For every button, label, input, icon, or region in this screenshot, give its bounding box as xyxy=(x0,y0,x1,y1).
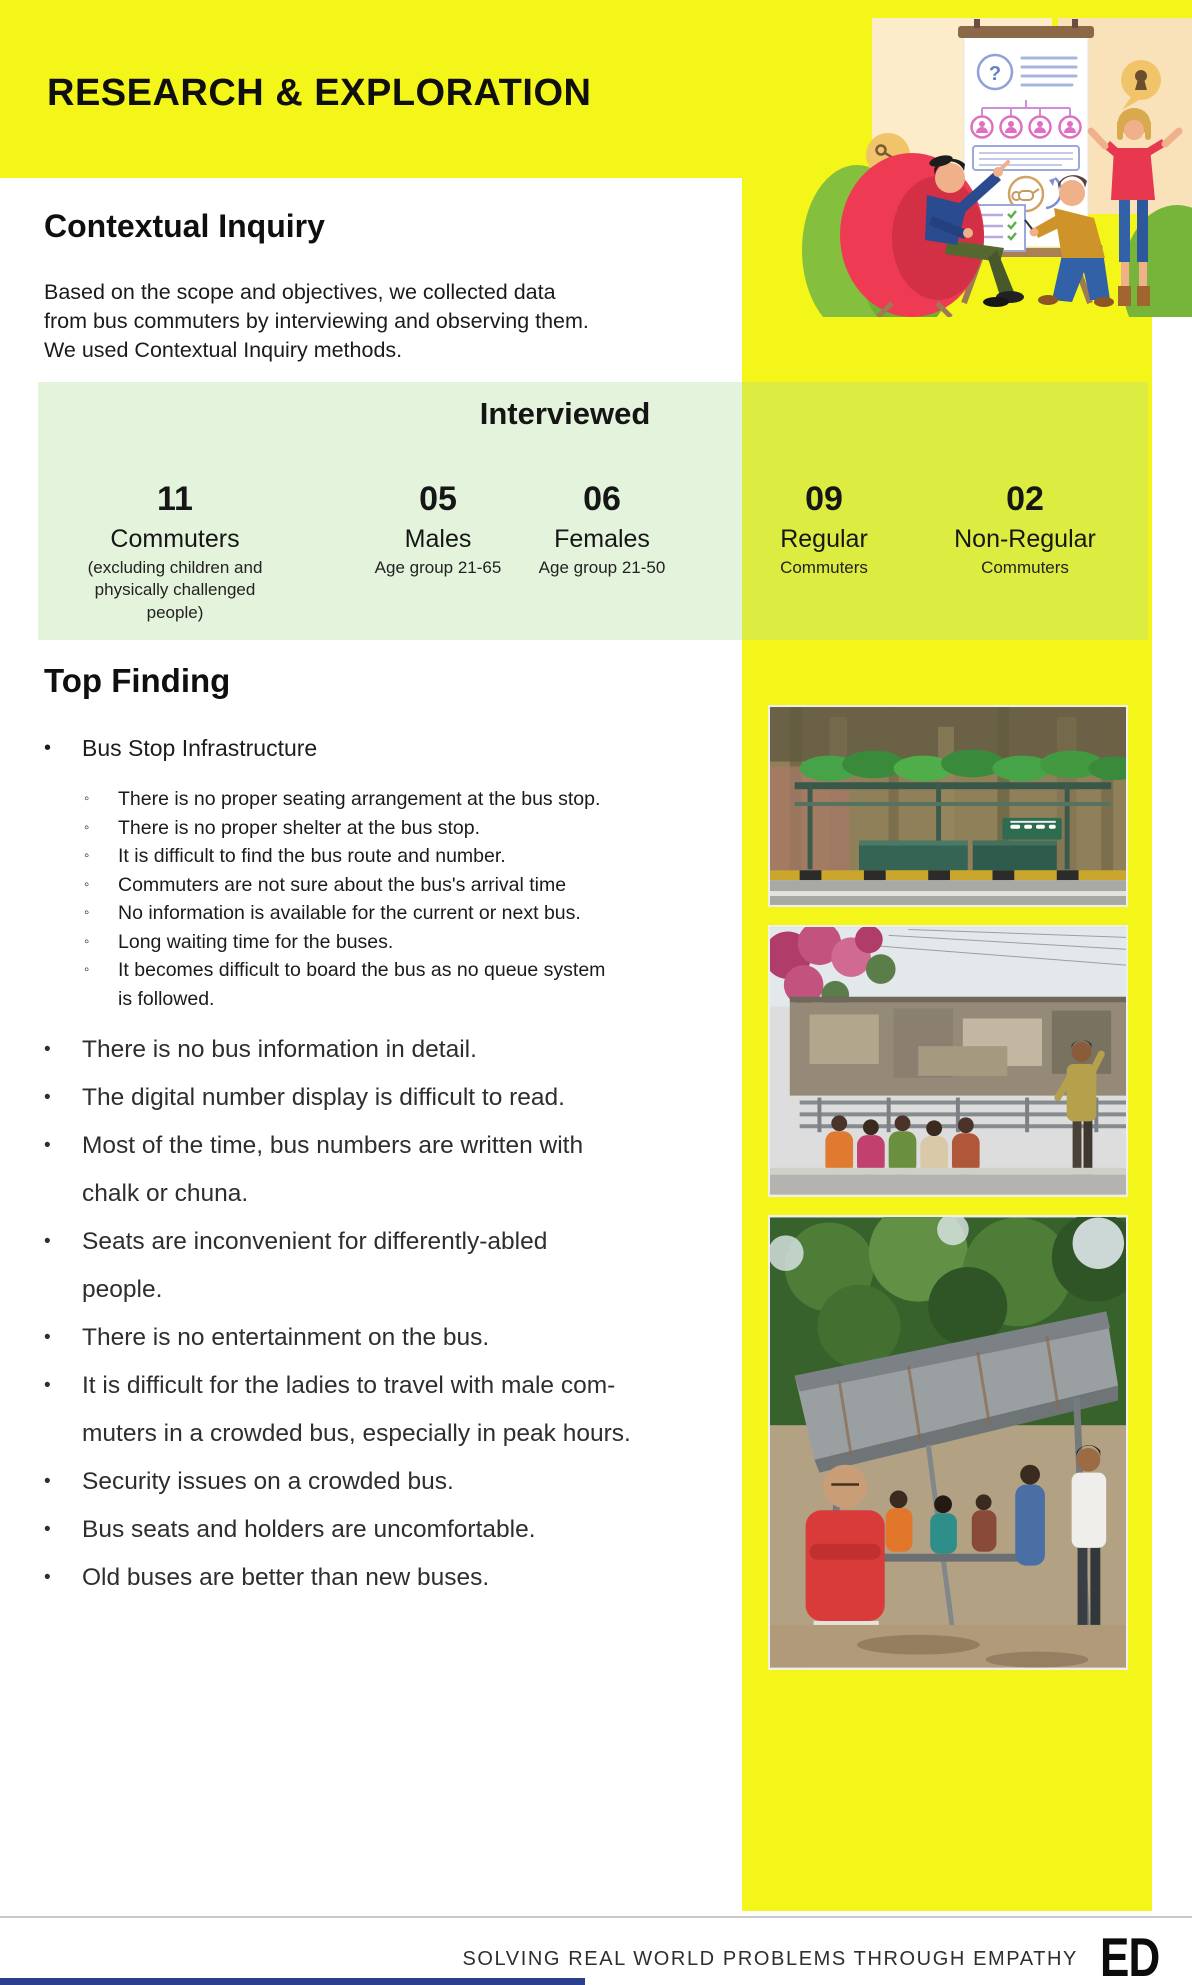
stat-label: Commuters xyxy=(110,524,240,553)
stat-column xyxy=(719,482,929,579)
bullet-marker: • xyxy=(44,1519,51,1540)
bullet-line: Bus seats and holders are uncomfortable. xyxy=(82,1516,536,1543)
bullet-text xyxy=(82,1122,583,1218)
stat-column xyxy=(497,482,707,579)
bullet-item xyxy=(44,1506,684,1554)
interviewed-box xyxy=(38,382,1148,640)
intro-paragraph: Based on the scope and objectives, we collected data from bus commuters by interviewing and observing them. We used Contextual Inquiry methods. xyxy=(44,280,589,362)
stat-sublabel: Commuters xyxy=(780,557,868,577)
bullet-line: muters in a crowded bus, especially in peak hours. xyxy=(82,1420,631,1447)
svg-text:?: ? xyxy=(988,63,1002,85)
bullet-marker: • xyxy=(44,1135,51,1156)
bullet-marker: ◦ xyxy=(84,932,90,950)
bullet-text xyxy=(82,1026,477,1074)
bullet-text xyxy=(82,1506,536,1554)
stat-label: Non-Regular xyxy=(954,524,1096,553)
footer-divider xyxy=(0,1916,1192,1918)
bullet-item xyxy=(84,842,684,871)
bullet-marker: • xyxy=(44,1087,51,1108)
bullet-marker: • xyxy=(44,1231,51,1252)
stat-label: Regular xyxy=(780,524,868,553)
bullet-line: There is no entertainment on the bus. xyxy=(82,1324,490,1351)
bullet-line: Security issues on a crowded bus. xyxy=(82,1468,454,1495)
bullet-item xyxy=(84,814,684,843)
best-sign xyxy=(1002,818,1061,840)
bullet-item xyxy=(44,1554,684,1602)
bullet-marker: • xyxy=(44,1567,51,1588)
bullet-marker: ◦ xyxy=(84,847,90,864)
bullet-label: Bus Stop Infrastructure xyxy=(82,735,318,761)
bullet-line: There is no proper seating arrangement at the bus stop. xyxy=(118,788,601,810)
bullet-marker: ◦ xyxy=(84,790,90,807)
bullet-line: It is difficult to find the bus route and number. xyxy=(118,845,506,867)
sub-bullet-list xyxy=(84,785,684,1013)
team-research-illustration-svg xyxy=(742,0,1192,317)
bullet-text xyxy=(82,1362,631,1458)
stat-sublabel: Age group 21-65 xyxy=(374,557,502,577)
stat-value: 09 xyxy=(805,480,843,518)
bullet-line: No information is available for the current or next bus. xyxy=(118,902,581,924)
bullet-line: Old buses are better than new buses. xyxy=(82,1564,490,1591)
bullet-line: There is no proper shelter at the bus stop. xyxy=(118,816,481,839)
bullet-marker: ◦ xyxy=(84,904,90,921)
bullet-item xyxy=(84,871,684,900)
bullet-item xyxy=(44,1362,684,1458)
photo-commuters-waiting xyxy=(768,925,1128,1197)
bullet-item xyxy=(84,785,684,814)
findings-list xyxy=(44,733,684,1602)
bullet-item xyxy=(44,1026,684,1074)
stat-label: Females xyxy=(554,524,650,553)
bullet-line: Seats are inconvenient for differently-abled xyxy=(82,1228,548,1255)
bullet-item xyxy=(84,899,684,928)
bullet-item xyxy=(44,733,684,763)
stat-value: 05 xyxy=(419,480,457,518)
bullet-text xyxy=(118,785,600,814)
bullet-marker: • xyxy=(44,1327,51,1348)
bullet-text xyxy=(82,1218,547,1314)
bullet-line: It becomes difficult to board the bus as no queue system xyxy=(118,959,606,981)
stat-sublabel: (excluding children and physically challenged people) xyxy=(87,557,263,622)
bullet-item xyxy=(44,1218,684,1314)
stat-column xyxy=(920,482,1130,579)
bullet-text xyxy=(82,1314,489,1362)
bullet-item xyxy=(44,1122,684,1218)
bullet-marker: ◦ xyxy=(84,818,90,836)
stat-value: 06 xyxy=(583,480,621,518)
bullet-text xyxy=(118,899,581,928)
bottom-accent-bar xyxy=(0,1978,585,1985)
bullet-marker: ◦ xyxy=(84,961,90,978)
bullet-line: The digital number display is difficult to read. xyxy=(82,1084,565,1111)
stat-sublabel: Commuters xyxy=(981,557,1069,577)
bush xyxy=(1122,205,1192,317)
bullet-text xyxy=(82,1458,454,1506)
footer-logo: ED xyxy=(1100,1926,1160,1985)
bullet-marker: • xyxy=(44,737,52,759)
bullet-line: people. xyxy=(82,1276,163,1303)
bullet-line: chalk or chuna. xyxy=(82,1180,249,1207)
stat-label: Males xyxy=(404,524,472,553)
bullet-item xyxy=(44,1458,684,1506)
bullet-marker: • xyxy=(44,1471,51,1492)
bullet-line: Most of the time, bus numbers are written with xyxy=(82,1132,584,1159)
bullet-line: It is difficult for the ladies to travel with male com- xyxy=(82,1372,616,1399)
bullet-marker: ◦ xyxy=(84,875,90,893)
photo-overgrown-bus-stop xyxy=(768,705,1128,907)
bullet-line: There is no bus information in detail. xyxy=(82,1036,477,1063)
bullet-text xyxy=(118,871,566,900)
stat-sublabel: Age group 21-50 xyxy=(538,557,666,577)
bullet-item xyxy=(84,956,684,1013)
bullet-text xyxy=(118,956,605,1013)
bullet-line: Commuters are not sure about the bus's arrival time xyxy=(118,873,567,896)
bullet-item xyxy=(84,928,684,957)
top-finding-heading: Top Finding xyxy=(44,662,231,699)
photo-collapsed-shelter xyxy=(768,1215,1128,1670)
bullet-text xyxy=(82,1074,565,1122)
bullet-marker: • xyxy=(44,1375,51,1396)
bullet-line: Long waiting time for the buses. xyxy=(118,930,394,953)
stat-column xyxy=(70,482,280,624)
bullet-text xyxy=(118,814,480,843)
bullet-list xyxy=(44,1026,684,1602)
section-heading: Contextual Inquiry xyxy=(44,208,325,244)
stat-value: 02 xyxy=(1006,480,1044,518)
bullet-text xyxy=(82,1554,489,1602)
bullet-item xyxy=(44,1314,684,1362)
page-title: RESEARCH & EXPLORATION xyxy=(47,72,592,114)
bullet-marker: • xyxy=(44,1039,51,1060)
bullet-text xyxy=(118,928,393,957)
footer-tagline: SOLVING REAL WORLD PROBLEMS THROUGH EMPATHY xyxy=(462,1948,1078,1970)
bullet-line: is followed. xyxy=(118,987,215,1010)
bullet-text xyxy=(118,842,506,871)
team-research-illustration xyxy=(742,0,1192,317)
bullet-item xyxy=(44,1074,684,1122)
stat-value: 11 xyxy=(157,480,193,518)
interviewed-title: Interviewed xyxy=(479,396,651,431)
